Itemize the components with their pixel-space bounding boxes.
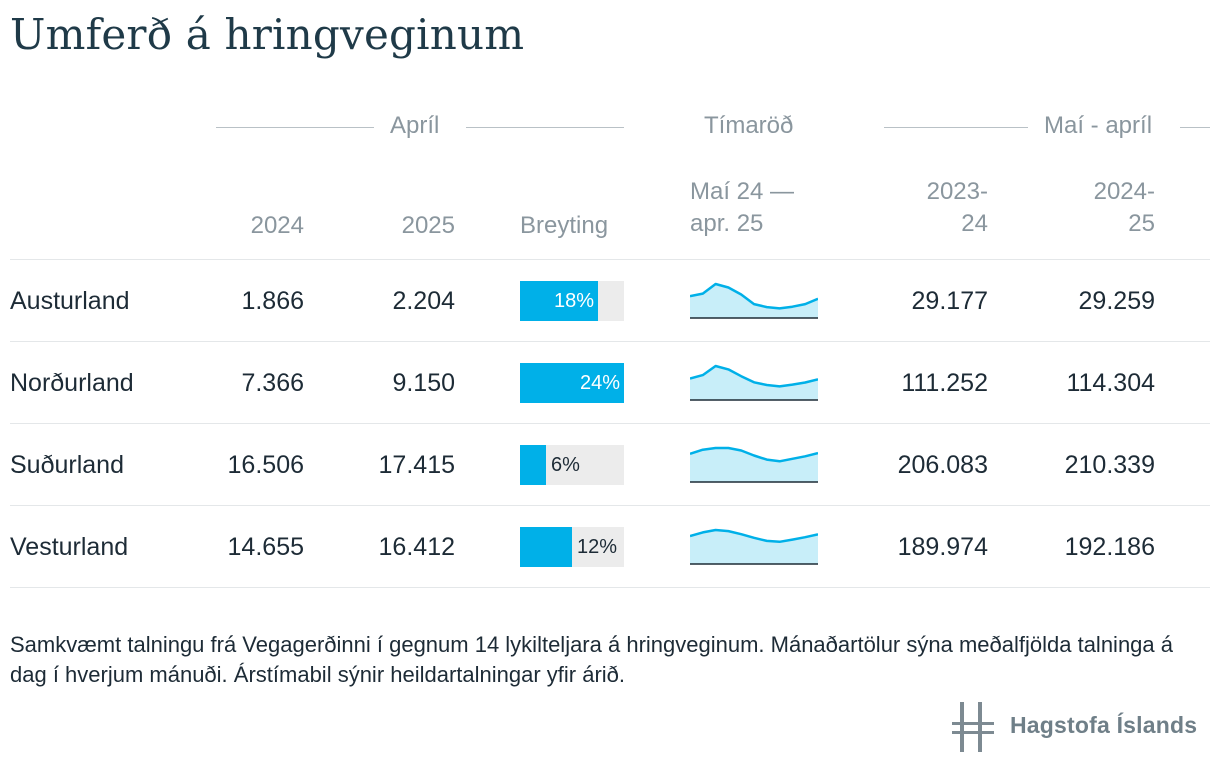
value-april-2024: 7.366 xyxy=(241,369,304,397)
sparkline xyxy=(690,278,818,324)
sparkline xyxy=(690,442,818,488)
col-header-period-1: 2023- 24 xyxy=(926,178,988,237)
region-label: Suðurland xyxy=(10,451,124,479)
change-label: 24% xyxy=(579,372,620,394)
col-header-change: Breyting xyxy=(520,212,609,239)
change-label: 18% xyxy=(553,290,594,312)
change-bar xyxy=(520,527,572,567)
table-row xyxy=(0,506,1220,588)
value-april-2025: 9.150 xyxy=(392,369,455,397)
table-row xyxy=(0,260,1220,342)
value-total-2023-24: 206.083 xyxy=(897,451,988,479)
change-bar xyxy=(520,445,546,485)
value-total-2023-24: 29.177 xyxy=(911,287,988,315)
group-header-april xyxy=(216,112,624,142)
value-april-2024: 1.866 xyxy=(241,287,304,315)
sparkline-area xyxy=(690,448,818,482)
group-label-period: Maí - apríl xyxy=(1044,112,1153,139)
value-april-2024: 14.655 xyxy=(227,533,304,561)
value-total-2023-24: 189.974 xyxy=(897,533,988,561)
row-divider xyxy=(10,587,1210,588)
value-total-2024-25: 210.339 xyxy=(1064,451,1155,479)
col-header-2024: 2024 xyxy=(250,212,304,239)
group-header-timeseries xyxy=(690,112,820,142)
sparkline xyxy=(690,360,818,406)
value-total-2024-25: 192.186 xyxy=(1064,533,1155,561)
hagstofa-logo-text: Hagstofa Íslands xyxy=(1010,712,1198,738)
change-bar-track xyxy=(520,281,624,321)
hagstofa-logo-icon xyxy=(952,700,994,754)
change-bar-track xyxy=(520,527,624,567)
value-total-2023-24: 111.252 xyxy=(901,369,988,397)
region-label: Vesturland xyxy=(10,533,129,561)
change-bar-track xyxy=(520,363,624,403)
table-row xyxy=(0,424,1220,506)
col-header-2025: 2025 xyxy=(401,212,455,239)
value-april-2025: 17.415 xyxy=(378,451,455,479)
value-total-2024-25: 29.259 xyxy=(1078,287,1155,315)
table-row xyxy=(0,342,1220,424)
col-header-timeseries: Maí 24 — apr. 25 xyxy=(690,178,795,237)
group-label-timeseries: Tímaröð xyxy=(704,112,794,139)
change-label: 12% xyxy=(577,536,618,558)
value-april-2025: 2.204 xyxy=(392,287,455,315)
col-header-period-2: 2024- 25 xyxy=(1093,178,1155,237)
group-label-april: Apríl xyxy=(390,112,440,139)
footnote: Samkvæmt talningu frá Vegagerðinni í gegnum 14 lykilteljara á hringveginum. Mánaðartölur sýna meðalfjölda talninga á dag í hverjum mánuði. Árstímabil sýnir heildartalningar yfir árið. xyxy=(10,632,1173,687)
value-april-2024: 16.506 xyxy=(227,451,304,479)
change-label: 6% xyxy=(551,454,580,476)
value-april-2025: 16.412 xyxy=(378,533,455,561)
chart-title: Umferð á hringveginum xyxy=(10,10,525,59)
group-header-period xyxy=(884,112,1210,142)
region-label: Austurland xyxy=(10,287,130,315)
change-bar-track xyxy=(520,445,624,485)
sparkline-area xyxy=(690,530,818,564)
region-label: Norðurland xyxy=(10,369,134,397)
sparkline xyxy=(690,524,818,570)
value-total-2024-25: 114.304 xyxy=(1066,369,1155,397)
